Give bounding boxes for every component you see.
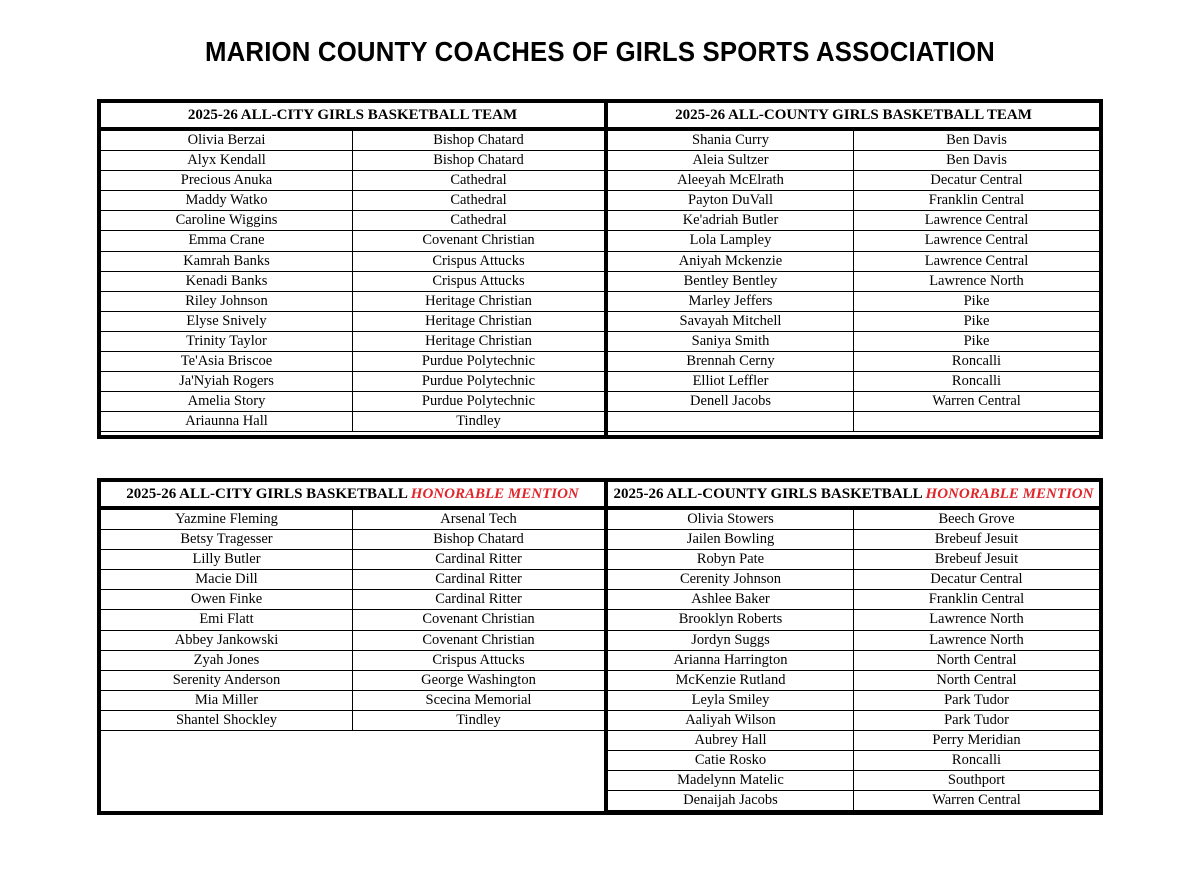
player-name: Te'Asia Briscoe: [101, 352, 353, 371]
school-name: Lawrence North: [929, 272, 1024, 289]
table-row: [608, 731, 1099, 751]
school-name: Park Tudor: [944, 691, 1009, 708]
player-name: McKenzie Rutland: [608, 671, 854, 690]
table-row: [608, 791, 1099, 811]
table-row: [608, 771, 1099, 791]
school-name: Bishop Chatard: [433, 132, 524, 148]
player-name: Bentley Bentley: [608, 272, 854, 291]
table-row: [101, 312, 604, 332]
player-name: Brennah Cerny: [608, 352, 854, 371]
player-name: Aaliyah Wilson: [608, 711, 854, 730]
player-name: Yazmine Fleming: [101, 510, 353, 529]
school-name: Beech Grove: [938, 511, 1015, 527]
player-name: Caroline Wiggins: [101, 211, 353, 230]
table-row: [608, 211, 1099, 231]
player-name: Alyx Kendall: [101, 151, 353, 170]
table-row: [608, 711, 1099, 731]
school-name: Warren Central: [932, 792, 1021, 809]
player-name: Marley Jeffers: [608, 292, 854, 311]
school-name: Franklin Central: [928, 192, 1025, 209]
school-name: Heritage Christian: [425, 312, 532, 329]
player-name: [608, 412, 854, 431]
school-name: Purdue Polytechnic: [421, 353, 536, 370]
school-name: Lawrence Central: [924, 232, 1029, 249]
school-name: Cathedral: [450, 192, 507, 209]
player-name: Trinity Taylor: [101, 332, 353, 351]
table-row: [101, 372, 604, 392]
player-name: Elyse Snively: [101, 312, 353, 331]
table-row: [608, 272, 1099, 292]
player-name: Mia Miller: [101, 691, 353, 710]
table-row: [608, 610, 1099, 630]
player-name: Robyn Pate: [608, 550, 854, 569]
school-name: Franklin Central: [928, 591, 1025, 608]
player-name: Abbey Jankowski: [101, 631, 353, 650]
all-county-hm-heading: [608, 482, 1099, 510]
table-row: [101, 191, 604, 211]
table-row: [608, 171, 1099, 191]
player-name: Jailen Bowling: [608, 530, 854, 549]
all-county-hm-section: [608, 482, 1099, 811]
all-city-hm-highlight: HONORABLE MENTION: [410, 486, 579, 502]
player-name: Aniyah Mckenzie: [608, 252, 854, 271]
table-row-empty: [608, 412, 1099, 432]
table-row: [608, 530, 1099, 550]
player-name: Saniya Smith: [608, 332, 854, 351]
school-name: Decatur Central: [930, 172, 1023, 189]
school-name: Cathedral: [450, 212, 507, 229]
player-name: Serenity Anderson: [101, 671, 353, 690]
player-name: Zyah Jones: [101, 651, 353, 670]
table-row: [608, 570, 1099, 590]
table-row: [608, 590, 1099, 610]
all-city-hm-list: [101, 510, 604, 731]
player-name: Brooklyn Roberts: [608, 610, 854, 629]
school-name: Brebeuf Jesuit: [934, 551, 1019, 568]
all-county-team-section: [608, 103, 1099, 435]
table-row: [608, 392, 1099, 412]
school-name: Warren Central: [932, 393, 1021, 410]
player-name: Arianna Harrington: [608, 651, 854, 670]
player-name: Leyla Smiley: [608, 691, 854, 710]
table-row: [608, 191, 1099, 211]
table-row: [101, 211, 604, 231]
all-county-hm-heading-text: 2025-26 ALL-COUNTY GIRLS BASKETBALL: [613, 486, 922, 502]
school-name: Cardinal Ritter: [435, 551, 522, 568]
player-name: Betsy Tragesser: [101, 530, 353, 549]
school-name: Purdue Polytechnic: [421, 393, 536, 410]
player-name: Shantel Shockley: [101, 711, 353, 730]
all-city-team-section: [101, 103, 604, 435]
school-name: Purdue Polytechnic: [421, 373, 536, 390]
all-county-hm-list: [608, 510, 1099, 811]
table-row: [101, 171, 604, 191]
table-row: [101, 610, 604, 630]
player-name: Emma Crane: [101, 231, 353, 250]
table-row: [608, 332, 1099, 352]
school-name: Pike: [963, 292, 990, 309]
all-city-hm-heading: [101, 482, 604, 510]
school-name: Roncalli: [951, 353, 1002, 370]
table-row: [608, 131, 1099, 151]
player-name: Riley Johnson: [101, 292, 353, 311]
table-row: [608, 231, 1099, 251]
table-row: [608, 151, 1099, 171]
school-name: Cathedral: [450, 172, 507, 189]
player-name: Savayah Mitchell: [608, 312, 854, 331]
table-row: [101, 691, 604, 711]
honorable-mention-block: [97, 478, 1103, 815]
school-name: North Central: [936, 651, 1017, 668]
player-name: Aleia Sultzer: [608, 151, 854, 170]
player-name: Ashlee Baker: [608, 590, 854, 609]
school-name: Heritage Christian: [425, 292, 532, 309]
school-name: North Central: [936, 671, 1017, 688]
all-county-team-heading-text: 2025-26 ALL-COUNTY GIRLS BASKETBALL TEAM: [675, 107, 1032, 123]
table-row: [101, 412, 604, 432]
player-name: Denell Jacobs: [608, 392, 854, 411]
player-name: Lola Lampley: [608, 231, 854, 250]
page-title: MARION COUNTY COACHES OF GIRLS SPORTS ASSOCIATION: [205, 36, 995, 67]
all-city-team-heading-text: 2025-26 ALL-CITY GIRLS BASKETBALL TEAM: [187, 107, 518, 123]
table-row: [608, 631, 1099, 651]
player-name: Catie Rosko: [608, 751, 854, 770]
player-name: Elliot Leffler: [608, 372, 854, 391]
player-name: Olivia Stowers: [608, 510, 854, 529]
player-name: Cerenity Johnson: [608, 570, 854, 589]
all-county-hm-highlight: HONORABLE MENTION: [925, 486, 1094, 502]
school-name: Pike: [963, 312, 990, 329]
school-name: Perry Meridian: [932, 732, 1021, 749]
school-name: Crispus Attucks: [432, 272, 525, 289]
player-name: Kamrah Banks: [101, 252, 353, 271]
school-name: Roncalli: [951, 373, 1002, 390]
school-name: Brebeuf Jesuit: [934, 531, 1019, 548]
all-city-team-heading: [101, 103, 604, 131]
table-row: [608, 352, 1099, 372]
school-name: Covenant Christian: [422, 611, 535, 628]
table-row: [101, 590, 604, 610]
table-row: [608, 252, 1099, 272]
player-name: Madelynn Matelic: [608, 771, 854, 790]
table-row: [101, 711, 604, 731]
table-row: [608, 312, 1099, 332]
table-row: [608, 550, 1099, 570]
school-name: Covenant Christian: [422, 232, 535, 249]
school-name: Ben Davis: [946, 152, 1007, 169]
table-row: [608, 751, 1099, 771]
all-county-team-list: [608, 131, 1099, 432]
school-name: Heritage Christian: [425, 332, 532, 349]
player-name: Lilly Butler: [101, 550, 353, 569]
school-name: Lawrence Central: [924, 252, 1029, 269]
player-name: Jordyn Suggs: [608, 631, 854, 650]
table-row: [101, 392, 604, 412]
player-name: Ke'adriah Butler: [608, 211, 854, 230]
school-name: [854, 412, 1099, 431]
player-name: Macie Dill: [101, 570, 353, 589]
all-city-team-list: [101, 131, 604, 432]
table-row: [101, 510, 604, 530]
table-row: [608, 292, 1099, 312]
school-name: Tindley: [456, 413, 501, 430]
all-city-hm-section: [101, 482, 604, 811]
table-row: [608, 372, 1099, 392]
school-name: Covenant Christian: [422, 631, 535, 648]
table-row: [101, 272, 604, 292]
school-name: Pike: [963, 332, 990, 349]
table-row: [101, 131, 604, 151]
player-name: Maddy Watko: [101, 191, 353, 210]
school-name: Cardinal Ritter: [435, 571, 522, 588]
school-name: Bishop Chatard: [433, 531, 524, 548]
player-name: Kenadi Banks: [101, 272, 353, 291]
player-name: Owen Finke: [101, 590, 353, 609]
school-name: Crispus Attucks: [432, 651, 525, 668]
table-row: [101, 332, 604, 352]
table-row: [101, 651, 604, 671]
player-name: Emi Flatt: [101, 610, 353, 629]
school-name: Lawrence Central: [924, 212, 1029, 229]
school-name: Arsenal Tech: [440, 511, 517, 527]
player-name: Ariaunna Hall: [101, 412, 353, 431]
school-name: George Washington: [421, 671, 536, 688]
first-team-block: [97, 99, 1103, 439]
table-row: [101, 151, 604, 171]
table-row: [101, 530, 604, 550]
player-name: Ja'Nyiah Rogers: [101, 372, 353, 391]
table-row: [101, 352, 604, 372]
player-name: Amelia Story: [101, 392, 353, 411]
player-name: Olivia Berzai: [101, 131, 353, 150]
school-name: Lawrence North: [929, 611, 1024, 628]
player-name: Aubrey Hall: [608, 731, 854, 750]
table-row: [101, 252, 604, 272]
school-name: Cardinal Ritter: [435, 591, 522, 608]
player-name: Denaijah Jacobs: [608, 791, 854, 810]
all-county-team-heading: [608, 103, 1099, 131]
school-name: Tindley: [456, 711, 501, 728]
table-row: [101, 231, 604, 251]
table-row: [101, 671, 604, 691]
school-name: Park Tudor: [944, 711, 1009, 728]
table-row: [101, 550, 604, 570]
table-row: [608, 510, 1099, 530]
player-name: Payton DuVall: [608, 191, 854, 210]
player-name: Precious Anuka: [101, 171, 353, 190]
school-name: Lawrence North: [929, 631, 1024, 648]
table-row: [101, 570, 604, 590]
school-name: Decatur Central: [930, 571, 1023, 588]
school-name: Southport: [947, 772, 1006, 789]
table-row: [608, 651, 1099, 671]
school-name: Ben Davis: [946, 132, 1007, 148]
school-name: Crispus Attucks: [432, 252, 525, 269]
table-row: [608, 671, 1099, 691]
player-name: Shania Curry: [608, 131, 854, 150]
all-city-hm-heading-text: 2025-26 ALL-CITY GIRLS BASKETBALL: [126, 486, 408, 502]
school-name: Roncalli: [951, 752, 1002, 769]
table-row: [101, 292, 604, 312]
table-row: [608, 691, 1099, 711]
school-name: Scecina Memorial: [425, 691, 532, 708]
school-name: Bishop Chatard: [433, 152, 524, 169]
table-row: [101, 631, 604, 651]
player-name: Aleeyah McElrath: [608, 171, 854, 190]
